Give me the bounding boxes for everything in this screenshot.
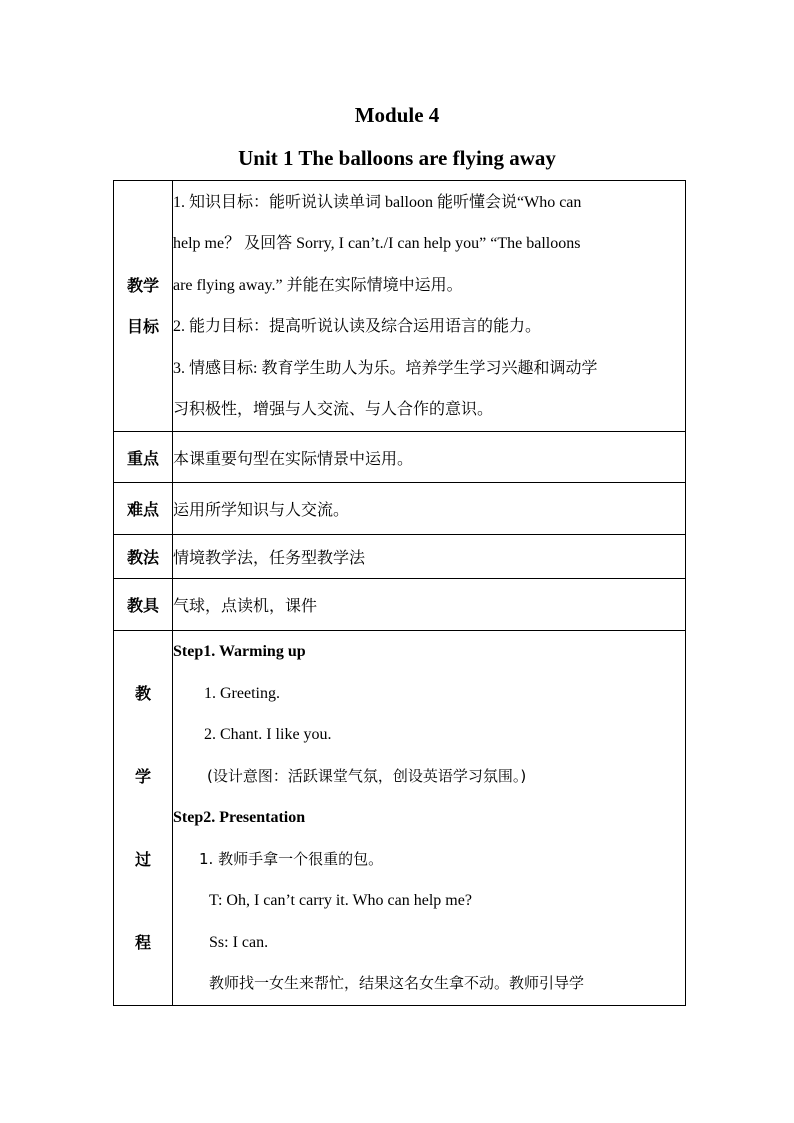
lesson-plan-table (113, 180, 686, 1006)
objectives-row (114, 181, 686, 432)
process-label-char: 程 (134, 932, 151, 952)
aids-row (114, 579, 686, 631)
step2-title: Step2. Presentation (173, 809, 306, 826)
process-label-char: 教 (134, 683, 151, 703)
objectives-label-line2: 目标 (126, 317, 159, 336)
step1-note: (设计意图：活跃课堂气氛，创设英语学习氛围。) (207, 766, 527, 785)
objective-line: 3. 情感目标: 教育学生助人为乐。培养学生学习兴趣和调动学 (173, 359, 598, 377)
unit-title: Unit 1 The balloons are flying away (238, 146, 556, 170)
aids-label: 教具 (114, 579, 173, 631)
methods-row (114, 535, 686, 579)
step1-item: 1. Greeting. (204, 684, 280, 702)
difficulties-text: 运用所学知识与人交流。 (173, 483, 686, 535)
methods-label: 教法 (114, 535, 173, 579)
module-title: Module 4 (354, 103, 440, 127)
objective-line: 1. 知识目标：能听说认读单词 balloon 能听懂会说“Who can (173, 193, 582, 211)
process-row (114, 631, 686, 1006)
objective-line: are flying away.” 并能在实际情境中运用。 (173, 276, 463, 294)
process-label (114, 631, 173, 1006)
aids-text: 气球，点读机，课件 (173, 579, 686, 631)
step1-item: 2. Chant. I like you. (204, 726, 332, 743)
objective-line: 2. 能力目标：提高听说认读及综合运用语言的能力。 (173, 318, 542, 335)
step2-students-line: Ss: I can. (209, 933, 269, 951)
key-points-row (114, 432, 686, 483)
step2-teacher-line: T: Oh, I can’t carry it. Who can help me? (209, 892, 472, 909)
process-content (173, 631, 686, 1006)
objectives-content (173, 181, 686, 432)
methods-text: 情境教学法，任务型教学法 (173, 535, 686, 579)
key-points-text: 本课重要句型在实际情景中运用。 (173, 432, 686, 483)
objectives-label (114, 181, 173, 432)
objectives-label-line1: 教学 (126, 276, 159, 295)
objective-line: 习积极性，增强与人交流、与人合作的意识。 (173, 401, 494, 418)
key-points-label: 重点 (114, 432, 173, 483)
difficulties-label: 难点 (114, 483, 173, 535)
objective-line: help me？ 及回答 Sorry, I can’t./I can help you” “The balloons (173, 235, 581, 252)
process-label-char: 过 (134, 849, 151, 869)
difficulties-row (114, 483, 686, 535)
step2-description: 教师找一女生来帮忙，结果这名女生拿不动。教师引导学 (209, 974, 585, 992)
step2-item: 1. 教师手拿一个很重的包。 (199, 849, 384, 868)
step1-title: Step1. Warming up (173, 643, 306, 660)
process-label-char: 学 (134, 766, 151, 786)
